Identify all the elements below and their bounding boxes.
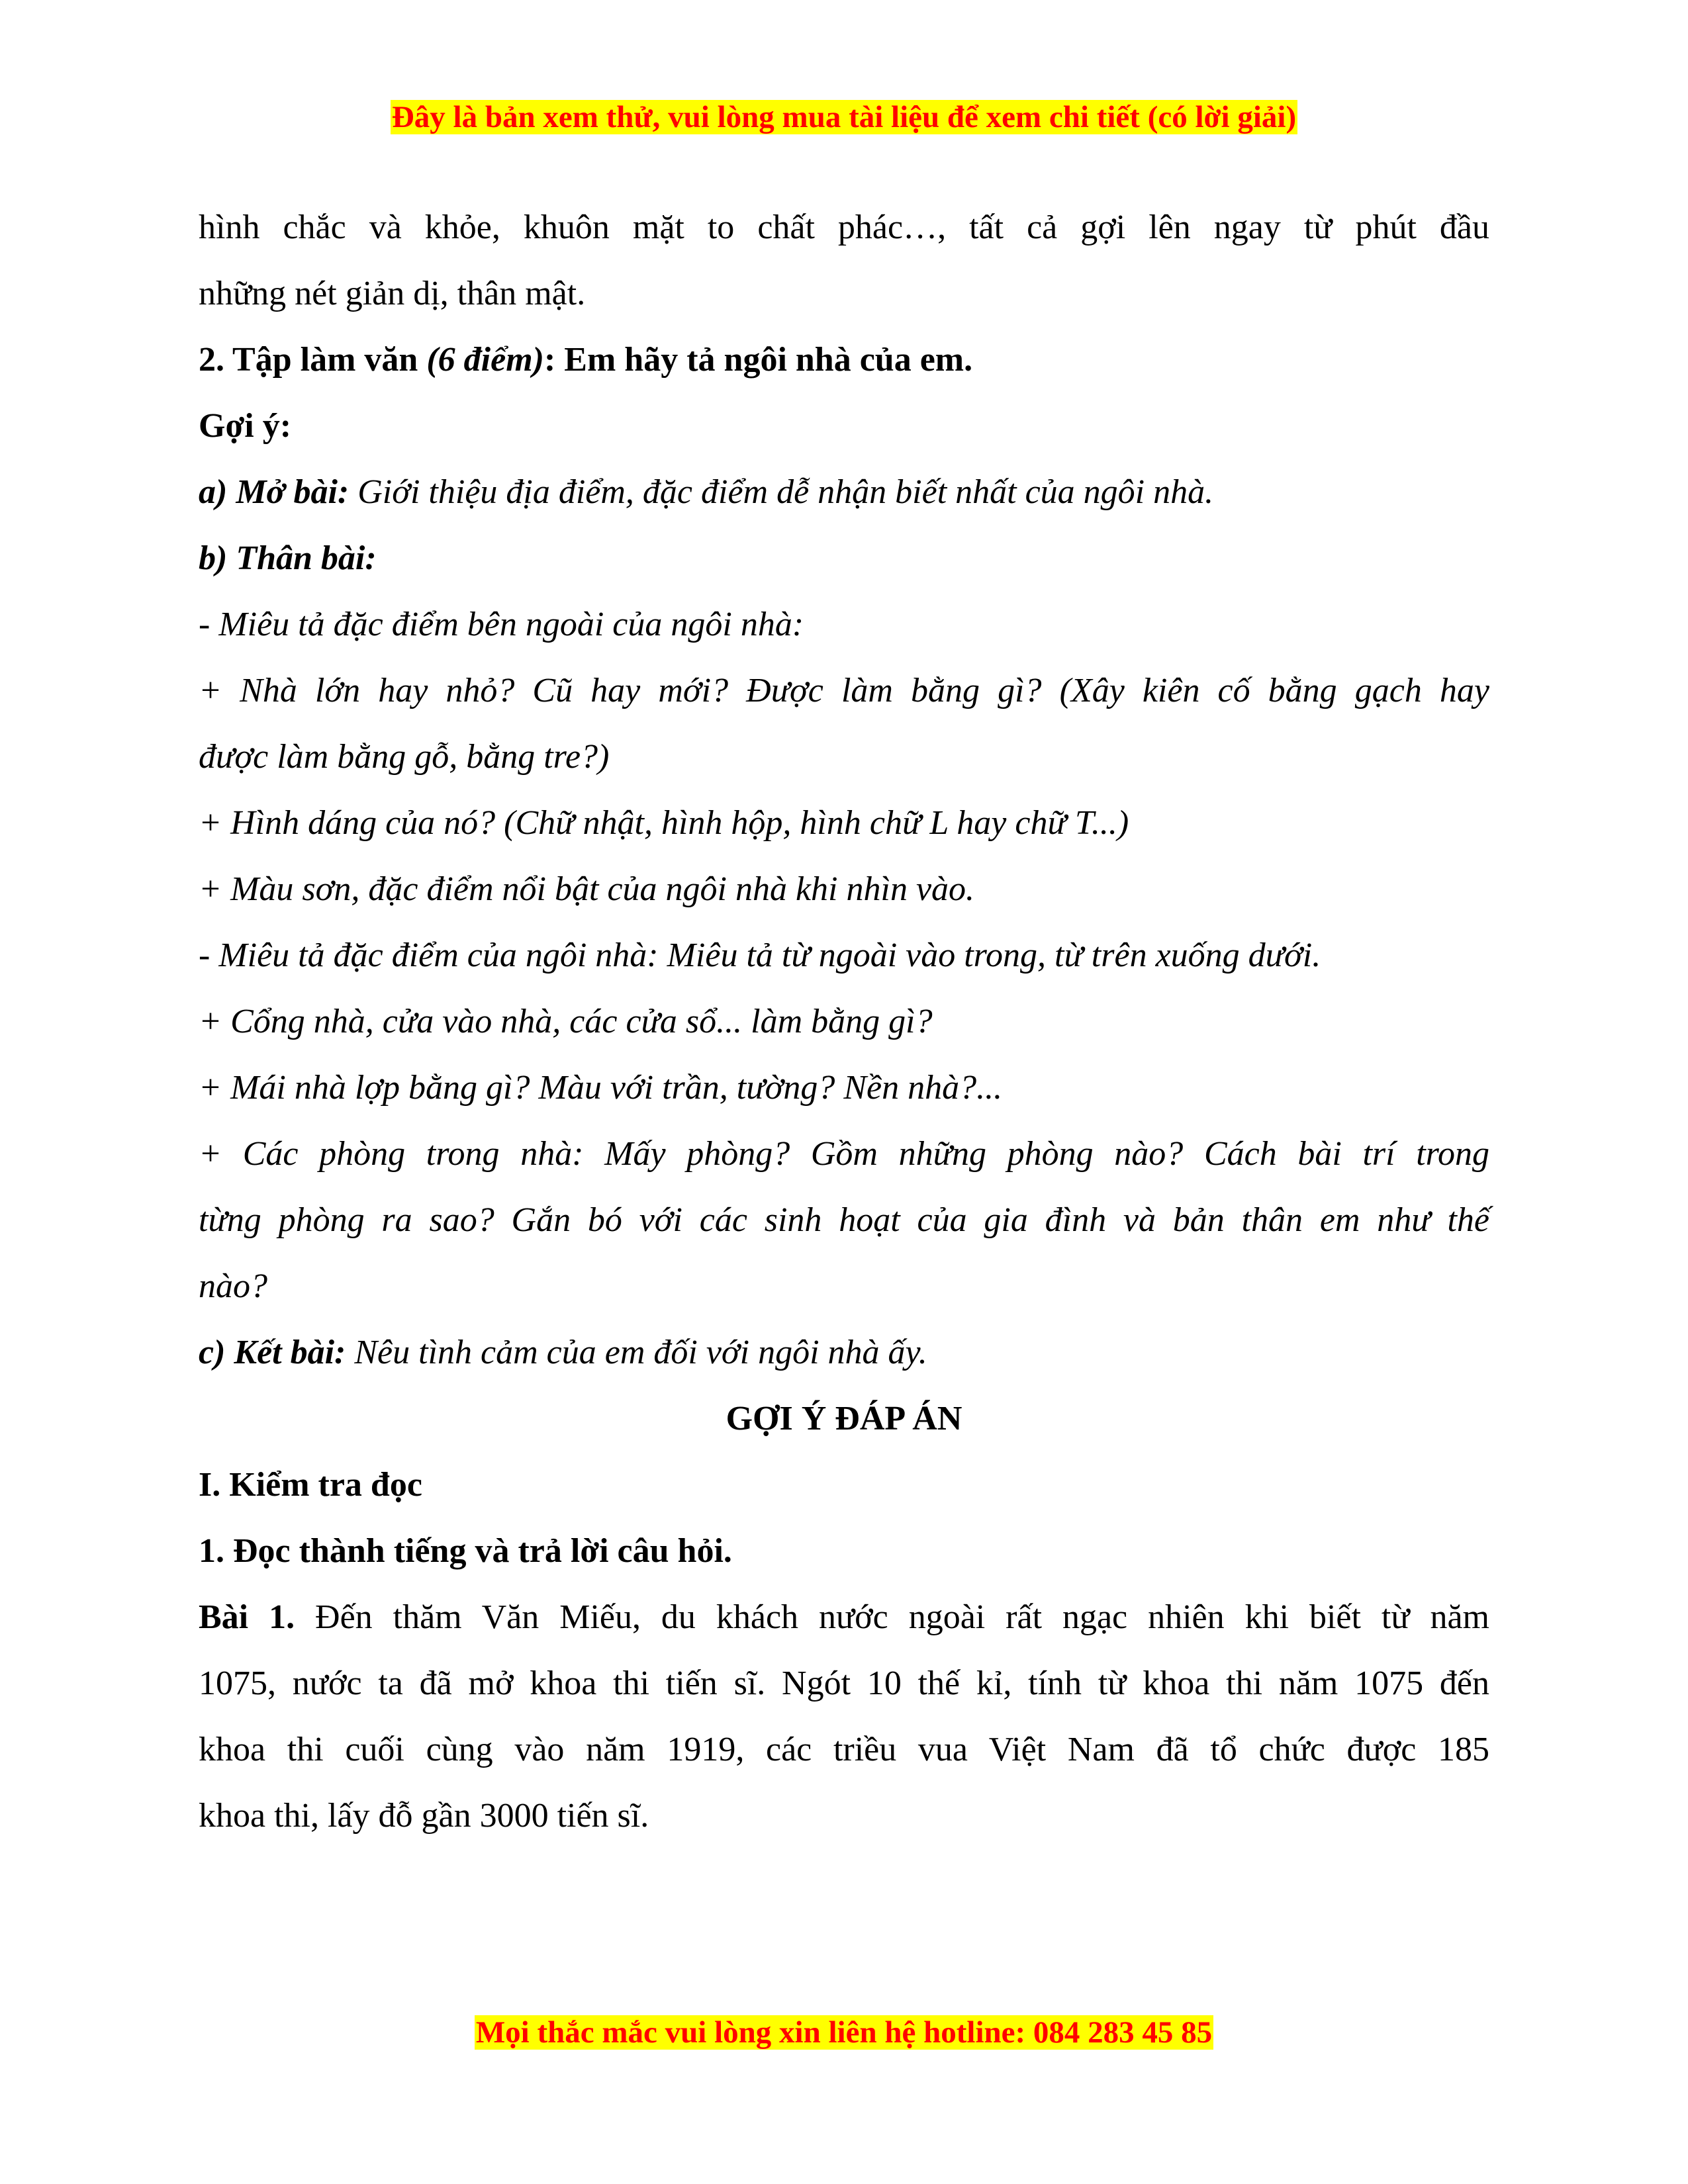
task-prompt: : Em hãy tả ngôi nhà của em. — [543, 341, 973, 379]
paragraph-line: những nét giản dị, thân mật. — [199, 275, 586, 312]
lesson-line: khoa thi, lấy đỗ gần 3000 tiến sĩ. — [199, 1797, 649, 1835]
lesson-label: Bài 1. — [199, 1598, 295, 1636]
task-number-title: 2. Tập làm văn — [199, 341, 427, 379]
outside-item-2: + Hình dáng của nó? (Chữ nhật, hình hộp, hình chữ L hay chữ T...) — [199, 804, 1129, 842]
preview-notice-text: Đây là bản xem thử, vui lòng mua tài liệu để xem chi tiết (có lời giải) — [391, 100, 1297, 134]
hint-label: Gợi ý: — [199, 407, 292, 445]
document-body — [199, 195, 1489, 1849]
outside-item-3: + Màu sơn, đặc điểm nổi bật của ngôi nhà khi nhìn vào. — [199, 870, 975, 908]
task-points: (6 điểm) — [426, 341, 544, 379]
inside-item-3: + Các phòng trong nhà: Mấy phòng? Gồm những phòng nào? Cách bài trí trong — [199, 1135, 1489, 1173]
lesson-text: Đến thăm Văn Miếu, du khách nước ngoài rất ngạc nhiên khi biết từ năm — [295, 1598, 1490, 1636]
inside-item-3-end: nào? — [199, 1267, 267, 1305]
inside-item-1: + Cổng nhà, cửa vào nhà, các cửa sổ... làm bằng gì? — [199, 1003, 933, 1040]
lesson-line: 1075, nước ta đã mở khoa thi tiến sĩ. Ngót 10 thế kỉ, tính từ khoa thi năm 1075 đến — [199, 1664, 1489, 1702]
outside-item-1: + Nhà lớn hay nhỏ? Cũ hay mới? Được làm bằng gì? (Xây kiên cố bằng gạch hay — [199, 672, 1489, 709]
conclusion-text: Nêu tình cảm của em đối với ngôi nhà ấy. — [346, 1334, 927, 1371]
inside-item-2: + Mái nhà lợp bằng gì? Màu với trần, tường? Nền nhà?... — [199, 1069, 1003, 1107]
intro-hint — [199, 459, 1489, 525]
answer-title: GỢI Ý ĐÁP ÁN — [726, 1400, 962, 1437]
lesson-line — [199, 1584, 1489, 1651]
intro-label: a) Mở bài: — [199, 473, 350, 511]
intro-text: Giới thiệu địa điểm, đặc điểm dễ nhận biết nhất của ngôi nhà. — [349, 473, 1214, 511]
body-label: b) Thân bài: — [199, 539, 377, 577]
outside-heading: - Miêu tả đặc điểm bên ngoài của ngôi nhà: — [199, 606, 804, 643]
paragraph-line: hình chắc và khỏe, khuôn mặt to chất phác…, tất cả gợi lên ngay từ phút đầu — [199, 208, 1489, 246]
conclusion-hint — [199, 1320, 1489, 1386]
outside-item-1-cont: được làm bằng gỗ, bằng tre?) — [199, 738, 610, 776]
conclusion-label: c) Kết bài: — [199, 1334, 346, 1371]
section-heading: I. Kiểm tra đọc — [199, 1466, 422, 1504]
hotline-text: Mọi thắc mắc vui lòng xin liên hệ hotline: 084 283 45 85 — [475, 2015, 1213, 2050]
task-heading — [199, 327, 1489, 393]
inside-heading: - Miêu tả đặc điểm của ngôi nhà: Miêu tả từ ngoài vào trong, từ trên xuống dưới. — [199, 936, 1321, 974]
lesson-line: khoa thi cuối cùng vào năm 1919, các triều vua Việt Nam đã tổ chức được 185 — [199, 1731, 1489, 1768]
hotline-banner — [0, 2013, 1688, 2052]
preview-notice-banner — [0, 98, 1688, 136]
inside-item-3-cont: từng phòng ra sao? Gắn bó với các sinh hoạt của gia đình và bản thân em như thế — [199, 1201, 1489, 1239]
subsection-heading: 1. Đọc thành tiếng và trả lời câu hỏi. — [199, 1532, 732, 1570]
